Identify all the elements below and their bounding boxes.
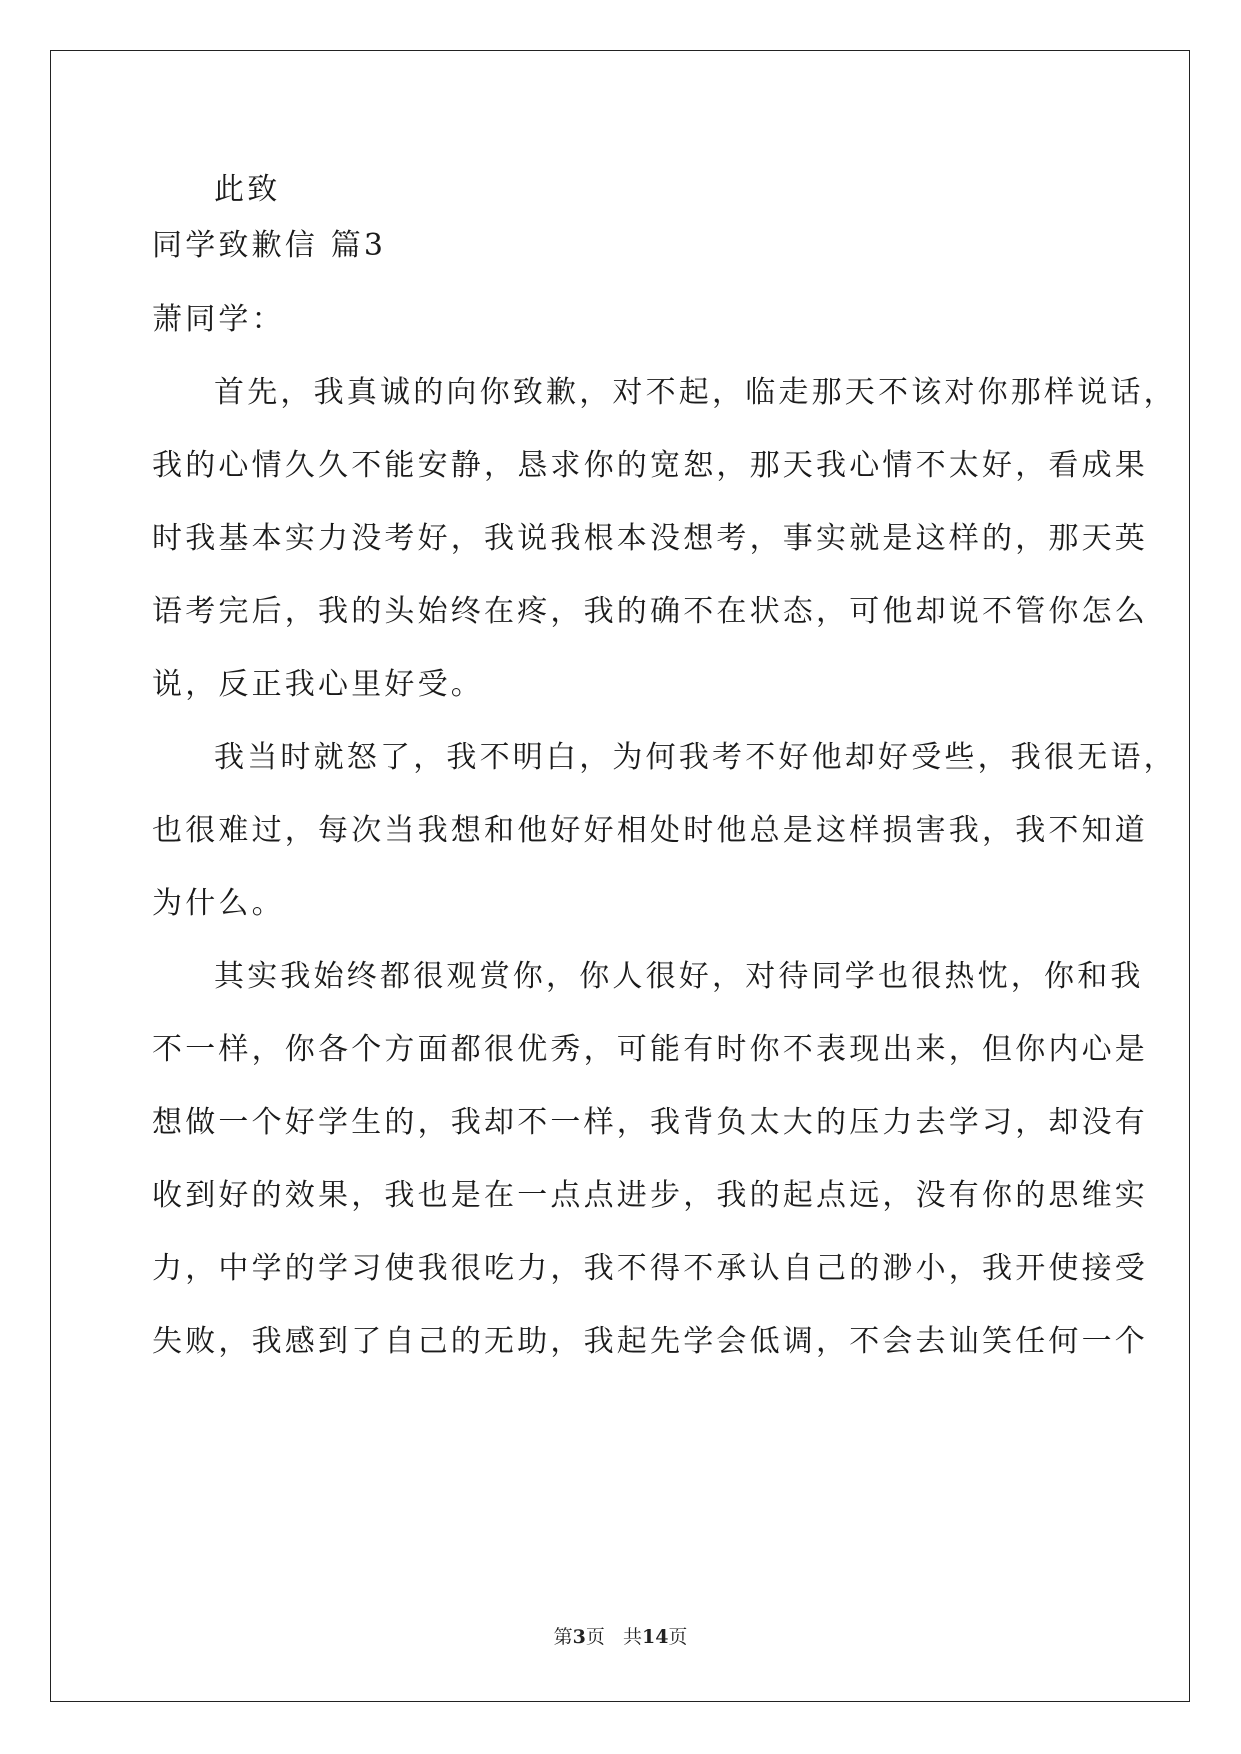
section-title: 同学致歉信 篇3 [152, 228, 387, 263]
body-line: 我当时就怒了，我不明白，为何我考不好他却好受些，我很无语， [214, 740, 1177, 775]
body-line: 也很难过，每次当我想和他好好相处时他总是这样损害我，我不知道 [152, 813, 1148, 848]
body-line: 为什么。 [152, 886, 285, 921]
body-line: 失败，我感到了自己的无助，我起先学会低调，不会去讪笑任何一个 [152, 1324, 1148, 1359]
page-border [50, 50, 1190, 1702]
body-line: 首先，我真诚的向你致歉，对不起，临走那天不该对你那样说话， [214, 375, 1177, 410]
closing-text: 此致 [214, 172, 281, 207]
body-line: 我的心情久久不能安静，恳求你的宽恕，那天我心情不太好，看成果 [152, 448, 1148, 483]
body-line: 不一样，你各个方面都很优秀，可能有时你不表现出来，但你内心是 [152, 1032, 1148, 1067]
footer-page-number: 3 [572, 1626, 586, 1648]
page-footer [0, 1622, 1241, 1649]
footer-prefix: 第 [553, 1626, 573, 1648]
footer-total-unit: 页 [668, 1626, 688, 1648]
body-line: 其实我始终都很观赏你，你人很好，对待同学也很热忱，你和我 [214, 959, 1144, 994]
body-line: 力，中学的学习使我很吃力，我不得不承认自己的渺小，我开使接受 [152, 1251, 1148, 1286]
footer-total-pages: 14 [641, 1626, 669, 1648]
salutation: 萧同学： [152, 302, 285, 337]
footer-page-unit: 页 [585, 1626, 605, 1648]
body-line: 说，反正我心里好受。 [152, 667, 484, 702]
body-line: 语考完后，我的头始终在疼，我的确不在状态，可他却说不管你怎么 [152, 594, 1148, 629]
body-line: 时我基本实力没考好，我说我根本没想考，事实就是这样的，那天英 [152, 521, 1148, 556]
body-line: 想做一个好学生的，我却不一样，我背负太大的压力去学习，却没有 [152, 1105, 1148, 1140]
footer-total-prefix: 共 [622, 1626, 642, 1648]
body-line: 收到好的效果，我也是在一点点进步，我的起点远，没有你的思维实 [152, 1178, 1148, 1213]
